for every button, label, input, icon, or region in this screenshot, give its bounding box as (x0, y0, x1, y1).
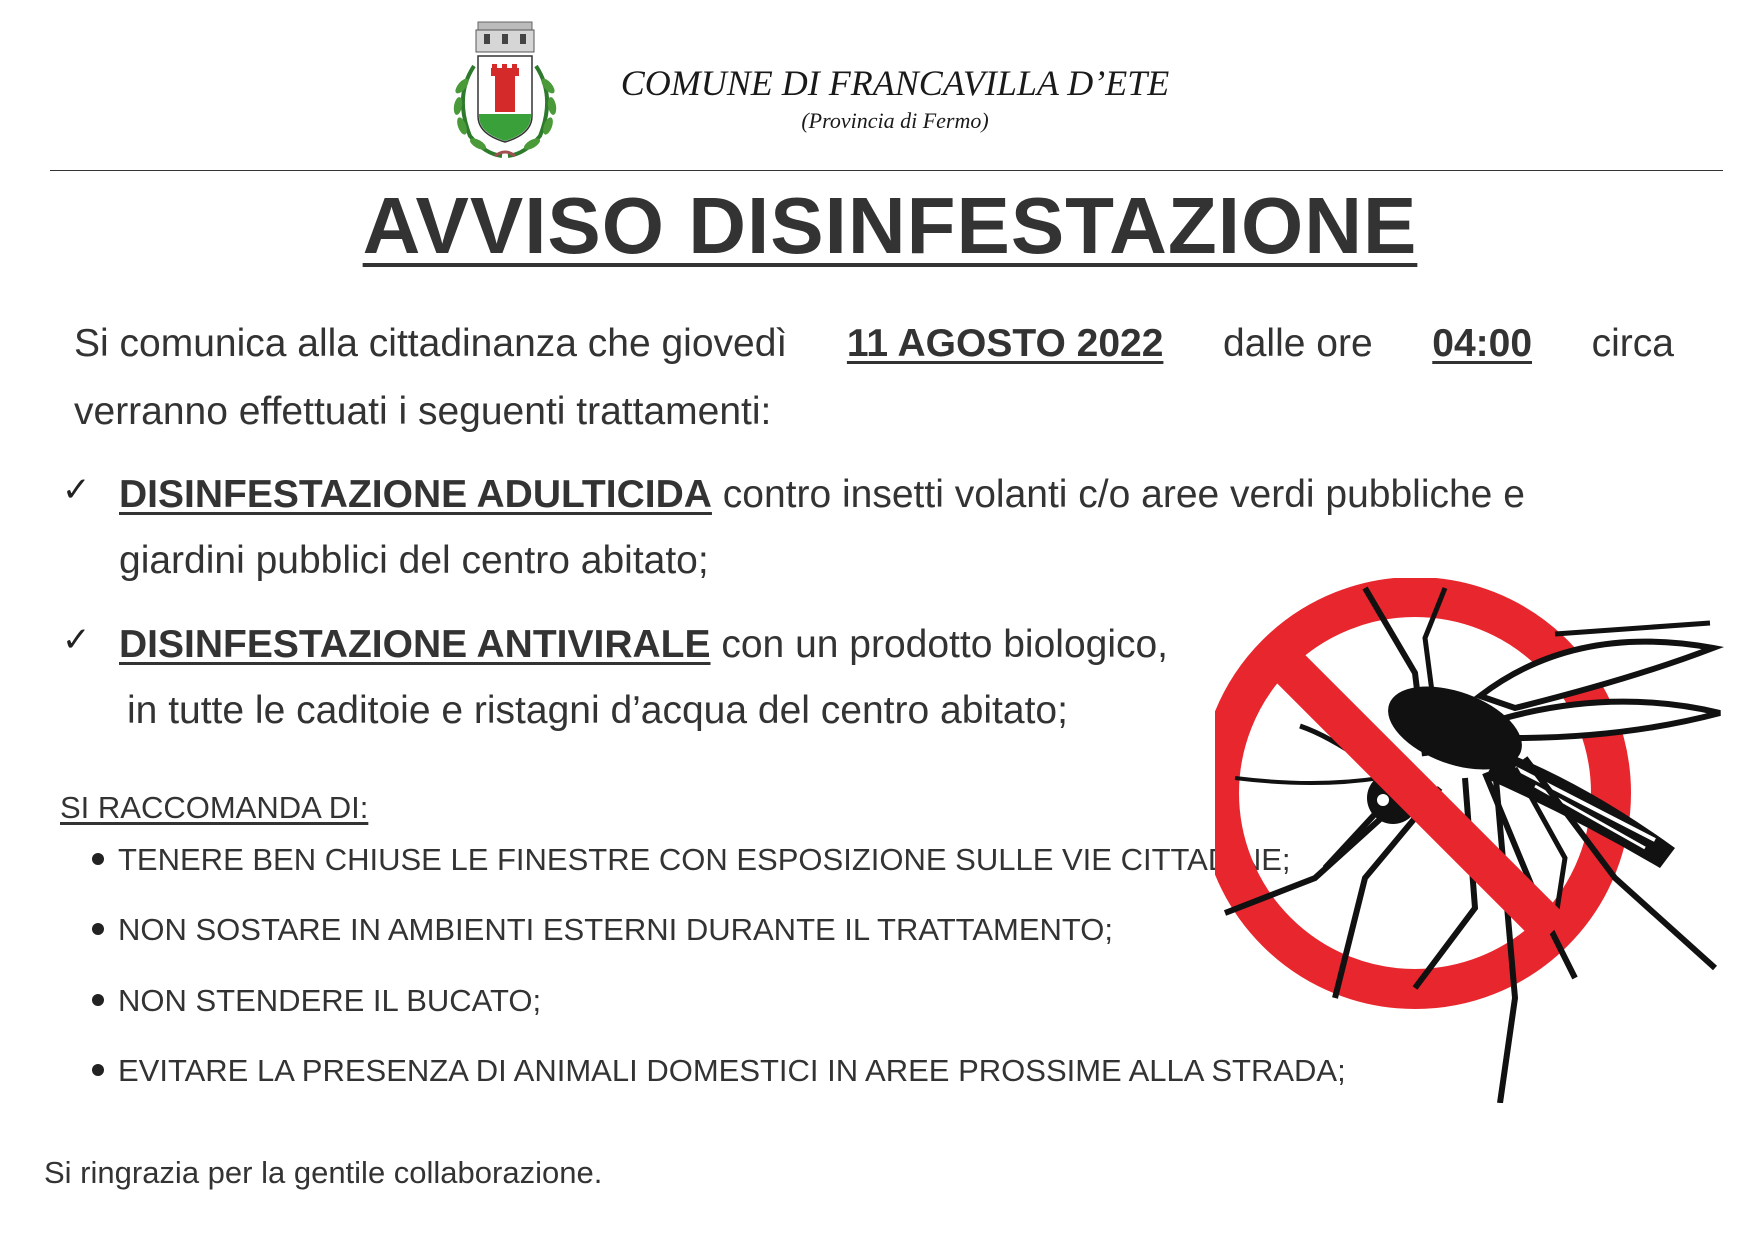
bullet-icon (92, 923, 104, 935)
provincia-label: (Provincia di Fermo) (801, 108, 989, 133)
bullet-icon (92, 853, 104, 865)
intro-text-3: circa (1591, 322, 1674, 365)
bullet-icon (92, 1064, 104, 1076)
notice-title: AVVISO DISINFESTAZIONE (362, 181, 1418, 270)
recommendation-text: EVITARE LA PRESENZA DI ANIMALI DOMESTICI IN AREE PROSSIME ALLA STRADA; (118, 1053, 1346, 1088)
treatment-name: DISINFESTAZIONE ANTIVIRALE (119, 623, 711, 666)
intro-text-2: dalle ore (1223, 322, 1373, 365)
check-icon: ✓ (62, 471, 91, 509)
recommendations-heading: SI RACCOMANDA DI: (60, 790, 369, 825)
intro-text-line2: verranno effettuati i seguenti trattamenti: (74, 390, 772, 433)
header-divider (50, 170, 1723, 171)
recommendation-item (92, 842, 1291, 878)
bullet-icon (92, 994, 104, 1006)
treatment-time: 04:00 (1432, 322, 1533, 365)
municipal-crest-icon (440, 16, 570, 166)
recommendation-text: TENERE BEN CHIUSE LE FINESTRE CON ESPOSIZIONE SULLE VIE CITTADINE; (118, 842, 1291, 877)
recommendation-text: NON SOSTARE IN AMBIENTI ESTERNI DURANTE IL TRATTAMENTO; (118, 912, 1113, 947)
recommendation-item (92, 912, 1113, 948)
recommendation-item (92, 1053, 1346, 1089)
treatment-name: DISINFESTAZIONE ADULTICIDA (119, 473, 712, 516)
intro-text-1: Si comunica alla cittadinanza che giovedì (74, 322, 788, 365)
treatment-item (119, 462, 1525, 528)
intro-paragraph (74, 310, 1674, 446)
recommendation-item (92, 983, 541, 1019)
no-mosquito-prohibition-icon (1215, 578, 1725, 1103)
check-icon: ✓ (62, 621, 91, 659)
treatment-item (119, 612, 1168, 678)
treatment-text-line2: giardini pubblici del centro abitato; (119, 539, 709, 582)
recommendation-text: NON STENDERE IL BUCATO; (118, 983, 542, 1018)
thanks-text: Si ringrazia per la gentile collaborazione. (44, 1155, 603, 1190)
treatment-text-line2: in tutte le caditoie e ristagni d’acqua del centro abitato; (127, 689, 1068, 732)
treatment-text: con un prodotto biologico, (721, 623, 1169, 666)
treatment-text: contro insetti volanti c/o aree verdi pubbliche e (722, 473, 1525, 516)
comune-name: COMUNE DI FRANCAVILLA D’ETE (620, 63, 1170, 103)
treatment-date: 11 AGOSTO 2022 (846, 322, 1164, 365)
